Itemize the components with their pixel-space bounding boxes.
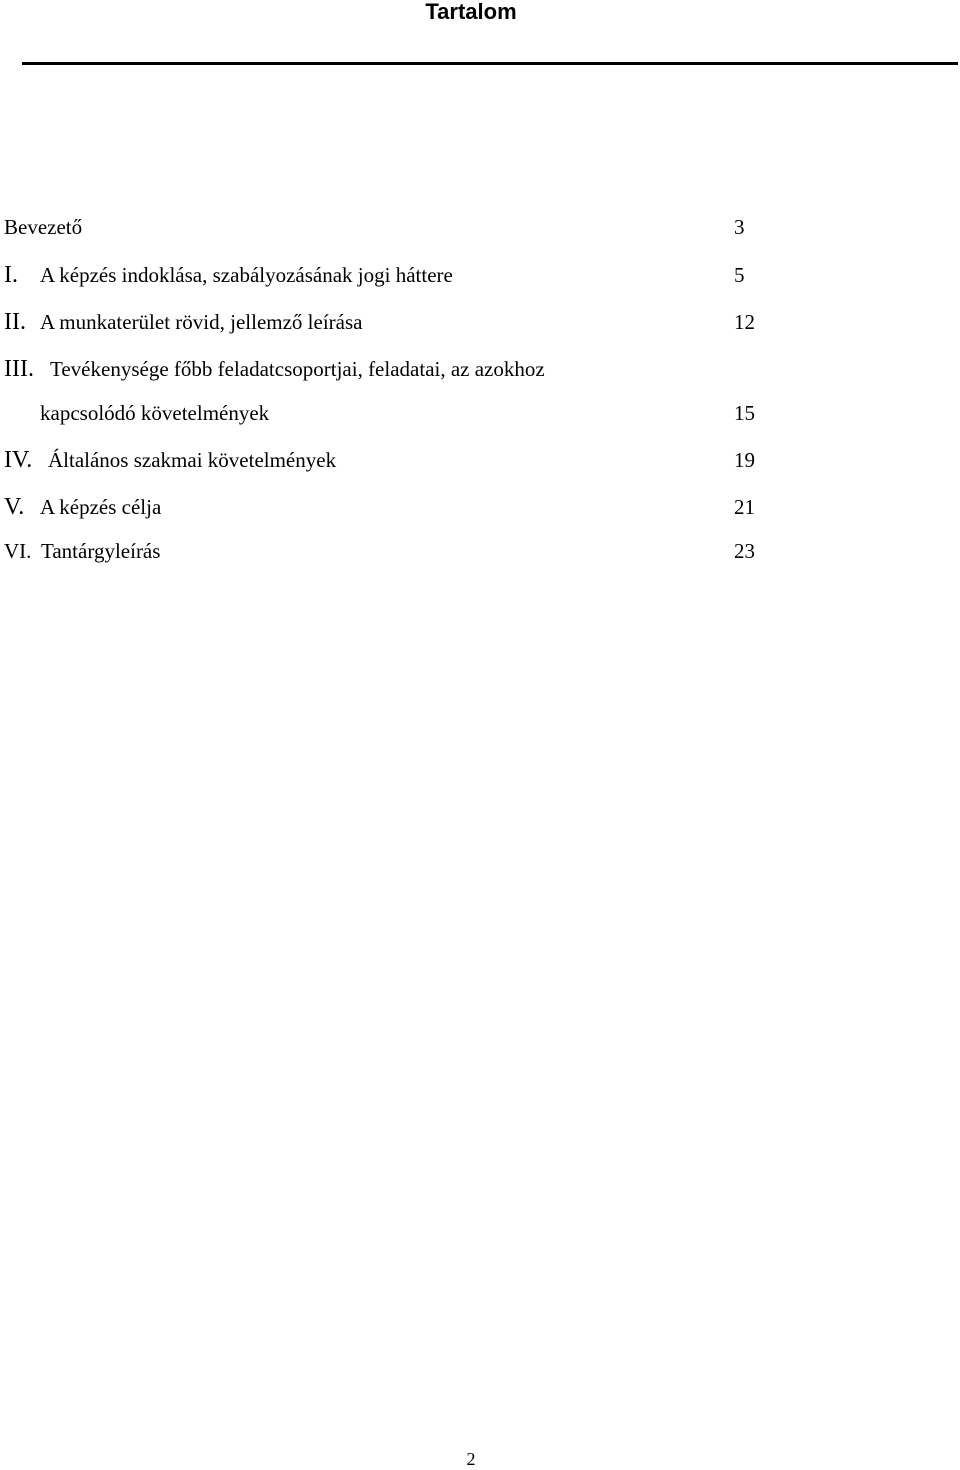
toc-entry-number: III. bbox=[4, 356, 34, 382]
toc-entry-number: V. bbox=[4, 494, 25, 520]
toc-entry-label: A képzés célja bbox=[40, 495, 162, 519]
toc-entry-page: 5 bbox=[734, 263, 745, 287]
toc-entry-page: 12 bbox=[734, 310, 755, 334]
toc-entry-iii[interactable] bbox=[4, 354, 764, 384]
toc-entry-number: VI. bbox=[4, 539, 32, 563]
toc-entry-bevezeto[interactable] bbox=[4, 212, 764, 242]
toc-entry-page: 23 bbox=[734, 539, 755, 563]
toc-entry-label: Tantárgyleírás bbox=[41, 539, 161, 563]
toc-entry-page: 15 bbox=[734, 401, 755, 425]
toc-entry-number: I. bbox=[4, 262, 18, 288]
page-title: Tartalom bbox=[425, 0, 517, 24]
toc-entry-label: Bevezető bbox=[4, 215, 83, 239]
toc-entry-iii-continued[interactable] bbox=[40, 398, 764, 428]
toc-entry-number: IV. bbox=[4, 447, 33, 473]
toc-entry-label: kapcsolódó követelmények bbox=[40, 401, 270, 425]
toc-entry-number: II. bbox=[4, 309, 26, 335]
toc-entry-label: Általános szakmai követelmények bbox=[48, 448, 337, 472]
toc-entry-vi[interactable] bbox=[4, 536, 764, 566]
toc-entry-label: A munkaterület rövid, jellemző leírása bbox=[40, 310, 363, 334]
toc-entry-label: Tevékenysége főbb feladatcsoportjai, feladatai, az azokhoz bbox=[50, 357, 545, 381]
toc-entry-page: 21 bbox=[734, 495, 755, 519]
toc-entry-v[interactable] bbox=[4, 492, 764, 522]
toc-entry-ii[interactable] bbox=[4, 307, 764, 337]
title-rule bbox=[22, 62, 958, 65]
toc-entry-page: 19 bbox=[734, 448, 755, 472]
page-number: 2 bbox=[466, 1449, 476, 1469]
toc-entry-label: A képzés indoklása, szabályozásának jogi háttere bbox=[40, 263, 453, 287]
toc-entry-i[interactable] bbox=[4, 260, 764, 290]
toc-entry-page: 3 bbox=[734, 215, 745, 239]
toc-entry-iv[interactable] bbox=[4, 445, 764, 475]
